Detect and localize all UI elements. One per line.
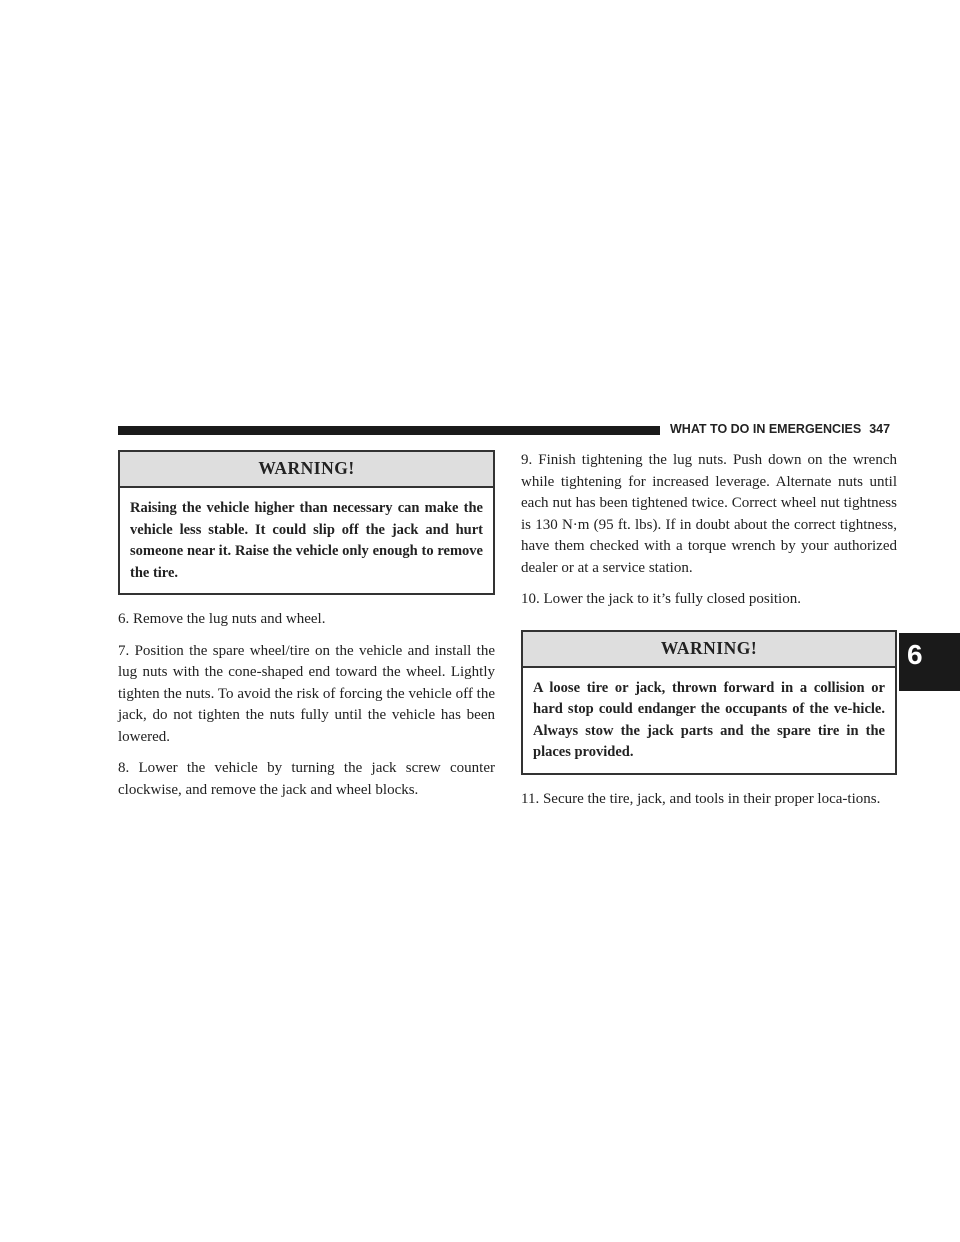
page-number: 347	[869, 422, 891, 436]
step-6: 6. Remove the lug nuts and wheel.	[118, 611, 326, 627]
step-8: 8. Lower the vehicle by turning the jack screw counter clockwise, and remove the jack and wheel blocks.	[118, 760, 495, 798]
warning-heading: WARNING!	[120, 452, 493, 488]
warning-box-jack-height	[118, 450, 495, 595]
running-header	[670, 422, 906, 436]
warning-box-loose-tire	[521, 630, 897, 775]
section-title: WHAT TO DO IN EMERGENCIES	[670, 422, 862, 436]
section-tab-number: 6	[907, 639, 923, 670]
warning-text: Raising the vehicle higher than necessary can make the vehicle less stable. It could slip off the jack and hurt someone near it. Raise the vehicle only enough to remove the tire.	[130, 500, 483, 581]
left-column	[118, 450, 495, 801]
step-10: 10. Lower the jack to it’s fully closed position.	[521, 591, 801, 607]
right-column	[521, 450, 897, 810]
step-9: 9. Finish tightening the lug nuts. Push down on the wrench while tightening for increased leverage. Alternate nuts until each nut has been tightened twice. Correct wheel nut tightness is 130 N·m (95 ft. lbs). If in doubt about the correct tightness, have them checked with a torque wrench by your authorized dealer or at a service station.	[521, 452, 897, 576]
header-rule	[118, 426, 660, 435]
warning-text: A loose tire or jack, thrown forward in a collision or hard stop could endanger the occupants of the ve-hicle. Always stow the jack parts and the spare tire in the places provided.	[533, 679, 885, 760]
step-11: 11. Secure the tire, jack, and tools in their proper loca-tions.	[521, 790, 881, 807]
step-7: 7. Position the spare wheel/tire on the vehicle and install the lug nuts with the cone-shaped end toward the wheel. Lightly tighten the nuts. To avoid the risk of forcing the vehicle off the jack, do not tighten the nuts fully until the vehicle has been lowered.	[118, 642, 495, 745]
warning-heading: WARNING!	[523, 632, 895, 668]
section-tab	[899, 633, 960, 691]
